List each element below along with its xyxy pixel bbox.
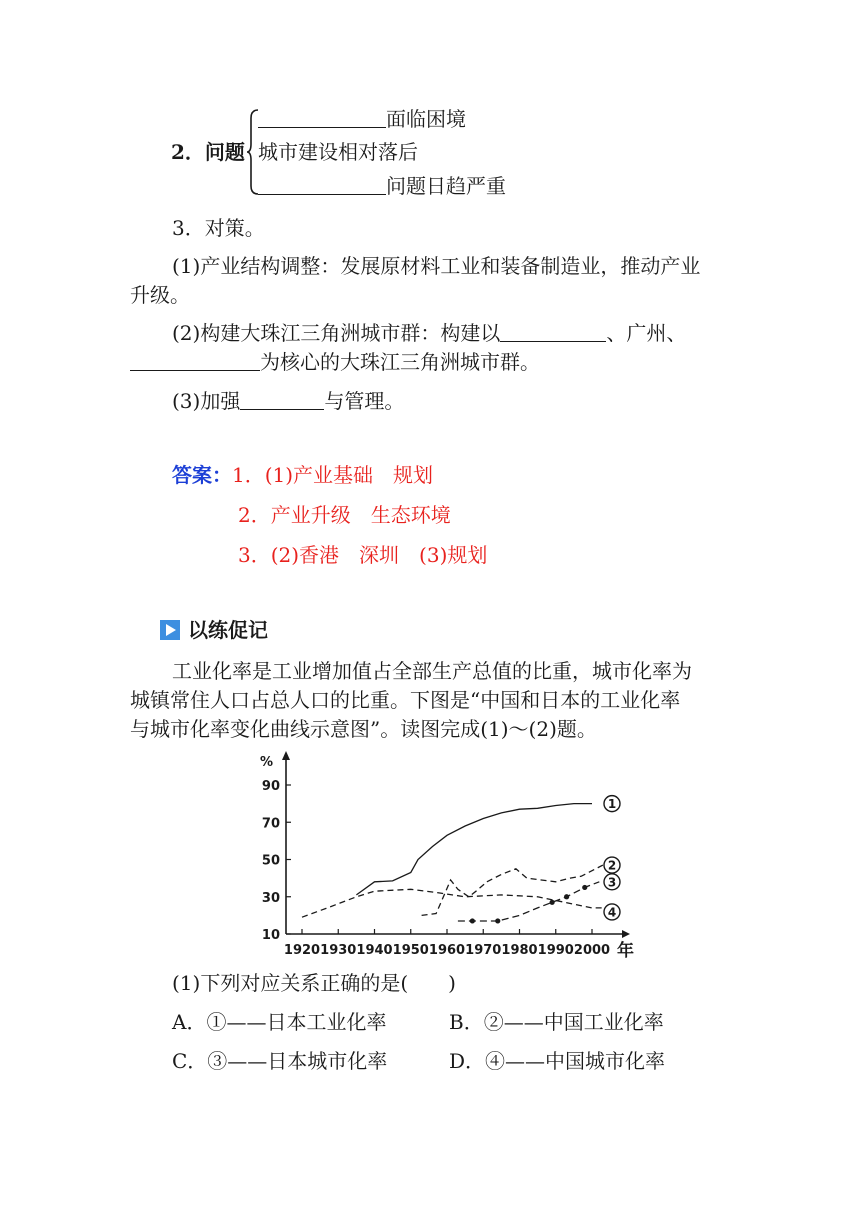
practice-para-line3: 与城市化率变化曲线示意图”。读图完成(1)～(2)题。	[130, 717, 597, 741]
answer-label: 答案：	[172, 463, 232, 487]
x-tick-label: 1960	[428, 943, 466, 958]
x-tick-label: 1930	[320, 943, 357, 958]
answer-text-1: 1．(1)产业基础 规划	[232, 463, 434, 487]
series-line	[302, 889, 603, 917]
data-point	[564, 894, 569, 899]
urbanization-chart	[250, 748, 650, 963]
x-tick-label: 1970	[465, 943, 502, 958]
answer-line3: 3．(2)香港 深圳 (3)规划	[238, 543, 488, 567]
answer-line1	[172, 463, 433, 487]
section2-line1	[258, 107, 466, 131]
y-axis-arrow-icon	[282, 751, 290, 760]
section3-item2-line2-text: 为核心的大珠江三角洲城市群。	[260, 350, 540, 374]
section3-item3-suffix: 与管理。	[324, 389, 405, 413]
section3-item1-line1: (1)产业结构调整：发展原材料工业和装备制造业，推动产业	[172, 254, 701, 278]
section3-item2-suffix: 、广州、	[606, 321, 687, 345]
x-tick-label: 1940	[356, 943, 393, 958]
option-b[interactable]: B．②——中国工业化率	[449, 1010, 664, 1034]
answer-blank[interactable]	[240, 389, 324, 410]
data-point	[550, 900, 555, 905]
section3-item2-line2	[130, 350, 540, 374]
answer-blank[interactable]	[258, 174, 386, 195]
x-tick-label: 1980	[501, 943, 538, 958]
data-point	[495, 918, 500, 923]
practice-para-line1: 工业化率是工业增加值占全部生产总值的比重，城市化率为	[172, 659, 692, 683]
option-c[interactable]: C．③——日本城市化率	[172, 1049, 388, 1073]
x-tick-label: 1990	[537, 943, 574, 958]
section3-item2-line1	[172, 321, 686, 345]
section3-item2-prefix: (2)构建大珠江三角洲城市群：构建以	[172, 321, 501, 345]
y-tick-label: 90	[261, 779, 280, 794]
series-line	[422, 880, 487, 915]
x-tick-label: 1950	[392, 943, 429, 958]
y-tick-label: 50	[261, 853, 280, 869]
series-line	[458, 882, 599, 921]
section3-item1-line2: 升级。	[130, 283, 190, 307]
section3-item3-prefix: (3)加强	[172, 389, 241, 413]
question-stem: (1)下列对应关系正确的是( )	[172, 971, 456, 995]
data-point	[582, 885, 587, 890]
y-tick-label: 10	[261, 928, 280, 943]
section2-line2: 城市建设相对落后	[258, 140, 418, 164]
answer-blank[interactable]	[500, 321, 606, 342]
section2-prefix: 2．问题	[171, 140, 245, 164]
option-a[interactable]: A．①——日本工业化率	[172, 1010, 387, 1034]
practice-title: 以练促记	[188, 618, 268, 642]
play-icon	[160, 620, 180, 640]
section2-line3	[258, 174, 506, 198]
y-tick-label: 30	[261, 890, 280, 906]
y-axis-label: %	[260, 755, 274, 770]
section3-item3	[172, 389, 404, 413]
x-tick-label: 1920	[283, 943, 321, 958]
practice-heading	[160, 618, 268, 642]
data-point	[470, 918, 475, 923]
practice-para-line2: 城镇常住人口占总人口的比重。下图是“中国和日本的工业化率	[130, 688, 681, 712]
section2-line3-text: 问题日趋严重	[386, 174, 506, 198]
x-tick-label: 2000	[573, 943, 611, 958]
section2-line1-text: 面临困境	[386, 107, 466, 131]
series-label: 3	[607, 875, 617, 890]
series-label: 1	[607, 797, 617, 812]
answer-line2: 2．产业升级 生态环境	[238, 503, 451, 527]
y-tick-label: 70	[261, 816, 280, 832]
series-label: 4	[607, 905, 617, 920]
answer-blank[interactable]	[258, 107, 386, 128]
series-label: 2	[607, 858, 617, 873]
x-axis-label: 年	[617, 941, 634, 961]
series-line	[356, 804, 592, 895]
x-axis-arrow-icon	[622, 930, 630, 938]
series-line	[487, 865, 603, 882]
section3-heading: 3．对策。	[172, 216, 265, 240]
option-d[interactable]: D．④——中国城市化率	[449, 1049, 666, 1073]
answer-blank[interactable]	[130, 350, 260, 371]
